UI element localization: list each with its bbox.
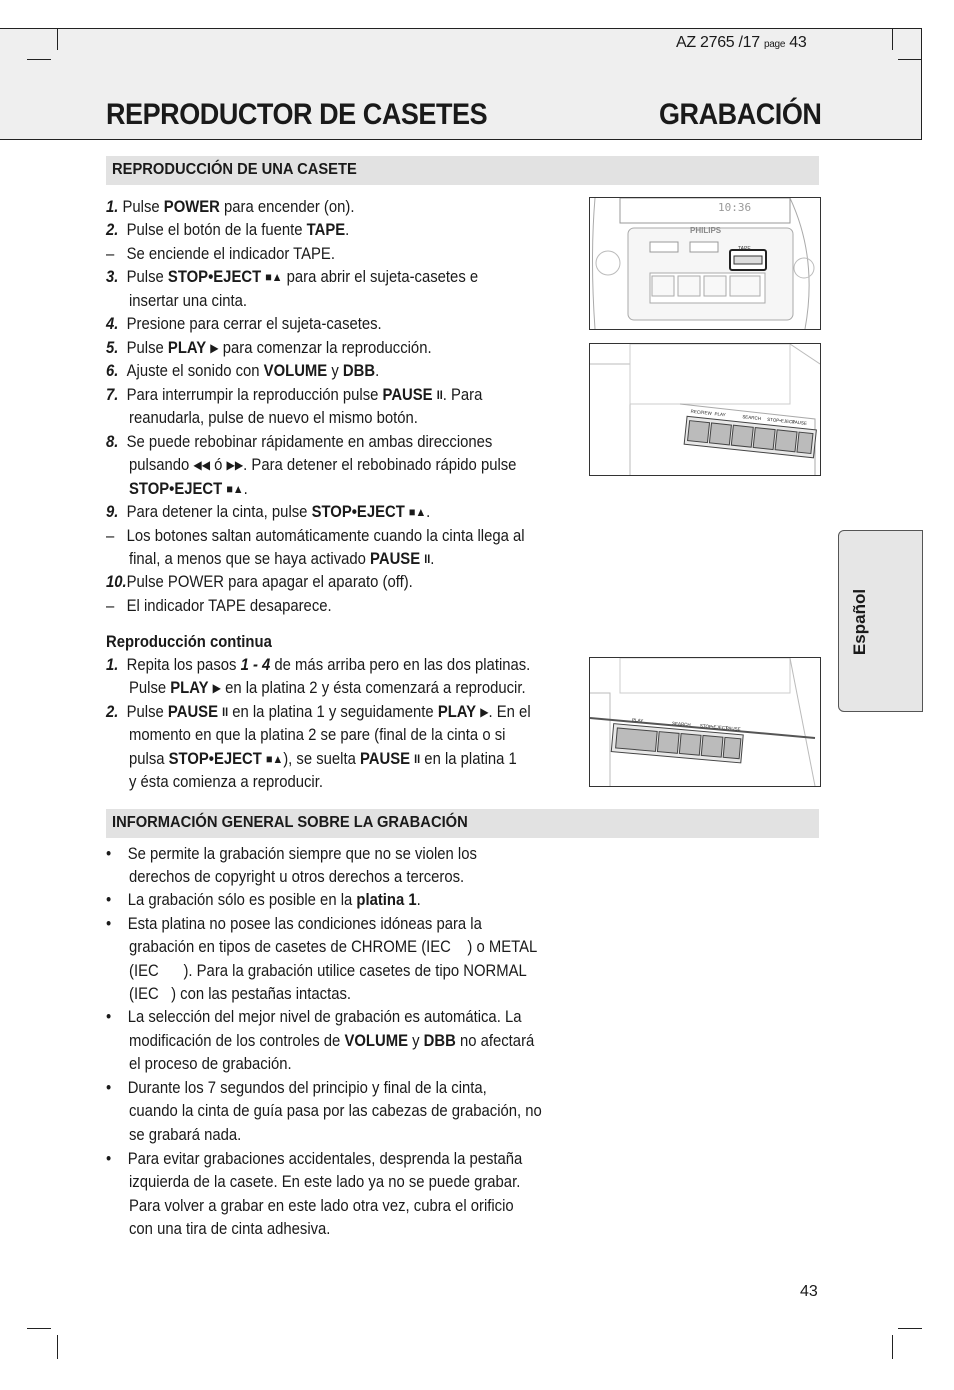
crop-mark xyxy=(898,59,922,60)
deck-label: STOP•EJECT xyxy=(699,723,728,731)
step-2: 2. Pulse el botón de la fuente TAPE. xyxy=(106,221,350,239)
list-item: • Para evitar grabaciones accidentales, desprenda la pestaña xyxy=(106,1150,523,1168)
cont-step-2: 2. Pulse PAUSE II en la platina 1 y seguidamente PLAY ▶. En el xyxy=(106,703,531,721)
deck-label: STOP•EJECT xyxy=(766,416,796,425)
step-4: 4. Presione para cerrar el sujeta-casetes. xyxy=(106,315,382,333)
model-reference: AZ 2765 /17 page 43 xyxy=(676,34,807,51)
brand-logo: PHILIPS xyxy=(690,226,722,235)
crop-mark xyxy=(892,28,893,50)
cont-step-2-cont3: y ésta comienza a reproducir. xyxy=(129,773,323,791)
step-8: 8. Se puede rebobinar rápidamente en ambas direcciones xyxy=(106,433,493,451)
step-7: 7. Para interrumpir la reproducción pulse PAUSE II. Para xyxy=(106,386,483,404)
step-note: – Se enciende el indicador TAPE. xyxy=(106,245,335,263)
list-item: • Durante los 7 segundos del principio y final de la cinta, xyxy=(106,1079,487,1097)
step-10: 10.Pulse POWER para apagar el aparato (off). xyxy=(106,573,413,591)
list-item-cont: el proceso de grabación. xyxy=(129,1055,292,1073)
deck-label: REC/REW xyxy=(690,408,713,416)
list-item: • Se permite la grabación siempre que no se violen los xyxy=(106,845,477,863)
step-6: 6. Ajuste el sonido con VOLUME y DBB. xyxy=(106,362,380,380)
cont-step-2-cont: momento en que la platina 2 se pare (final de la cinta o si xyxy=(129,726,506,744)
step-9-note: – Los botones saltan automáticamente cuando la cinta llega al xyxy=(106,527,525,545)
list-item-cont: modificación de los controles de VOLUME y DBB no afectará xyxy=(129,1032,535,1050)
cont-step-1: 1. Repita los pasos 1 - 4 de más arriba pero en las dos platinas. xyxy=(106,656,531,674)
step-9-note-cont: final, a menos que se haya activado PAUSE II. xyxy=(129,550,435,568)
step-5: 5. Pulse PLAY ▶ para comenzar la reproducción. xyxy=(106,339,432,357)
page-number: 43 xyxy=(800,1283,818,1300)
step-3-cont: insertar una cinta. xyxy=(129,292,248,310)
front-panel-illustration xyxy=(589,197,821,330)
section-title: REPRODUCCIÓN DE UNA CASETE xyxy=(112,161,357,178)
cont-step-1-cont: Pulse PLAY ▶ en la platina 2 y ésta comenzará a reproducir. xyxy=(129,679,526,697)
step-3: 3. Pulse STOP•EJECT ■▲ para abrir el sujeta-casetes e xyxy=(106,268,479,286)
list-item-cont: (IEC ). Para la grabación utilice casetes de tipo NORMAL xyxy=(129,962,527,980)
step-9: 9. Para detener la cinta, pulse STOP•EJECT ■▲. xyxy=(106,503,431,521)
header-side-strip xyxy=(0,28,28,140)
list-item-cont: izquierda de la casete. En este lado ya no se puede grabar. xyxy=(129,1173,521,1191)
list-item-cont: grabación en tipos de casetes de CHROME (IEC ) o METAL xyxy=(129,938,538,956)
deck-label: PLAY xyxy=(631,717,644,724)
deck-label: SEARCH xyxy=(742,414,762,422)
continuous-heading: Reproducción continua xyxy=(106,633,272,651)
crop-mark xyxy=(27,59,51,60)
language-label: Español xyxy=(850,588,869,656)
list-item: • Esta platina no posee las condiciones idóneas para la xyxy=(106,915,482,933)
page-title-right: GRABACIÓN xyxy=(659,98,822,131)
deck-label: PAUSE xyxy=(791,419,808,426)
crop-mark xyxy=(921,28,922,139)
step-1: 1. Pulse POWER para encender (on). xyxy=(106,198,355,216)
list-item-cont: cuando la cinta de guía pasa por las cabezas de grabación, no xyxy=(129,1102,542,1120)
crop-mark xyxy=(57,28,58,50)
deck-buttons-illustration xyxy=(589,343,821,476)
deck2-buttons-illustration xyxy=(589,657,821,787)
step-8-cont: pulsando ◀◀ ó ▶▶. Para detener el rebobinado rápido pulse xyxy=(129,456,517,474)
list-item-cont: con una tira de cinta adhesiva. xyxy=(129,1220,331,1238)
step-8-cont2: STOP•EJECT ■▲. xyxy=(129,480,248,498)
section-title: INFORMACIÓN GENERAL SOBRE LA GRABACIÓN xyxy=(112,814,468,831)
step-10-note: – El indicador TAPE desaparece. xyxy=(106,597,332,615)
step-7-cont: reanudarla, pulse de nuevo el mismo botón. xyxy=(129,409,418,427)
deck-label: PLAY xyxy=(714,411,726,418)
list-item-cont: derechos de copyright u otros derechos a terceros. xyxy=(129,868,465,886)
page-title: REPRODUCTOR DE CASETES xyxy=(106,98,488,131)
crop-mark xyxy=(892,1335,893,1359)
list-item: • La selección del mejor nivel de grabación es automática. La xyxy=(106,1008,522,1026)
crop-mark xyxy=(898,1328,922,1329)
list-item-cont: (IEC ) con las pestañas intactas. xyxy=(129,985,352,1003)
display-readout: 10:36 xyxy=(718,201,752,214)
list-item-cont: se grabará nada. xyxy=(129,1126,242,1144)
list-item-cont: Para volver a grabar en este lado otra vez, cubra el orificio xyxy=(129,1197,514,1215)
cont-step-2-cont2: pulsa STOP•EJECT ■▲), se suelta PAUSE II en la platina 1 xyxy=(129,750,517,768)
deck-label: SEARCH xyxy=(671,720,691,728)
crop-mark xyxy=(57,1335,58,1359)
crop-mark xyxy=(27,1328,51,1329)
list-item: • La grabación sólo es posible en la platina 1. xyxy=(106,891,421,909)
deck-label: PAUSE xyxy=(725,725,741,732)
tape-label: TAPE xyxy=(738,246,751,252)
